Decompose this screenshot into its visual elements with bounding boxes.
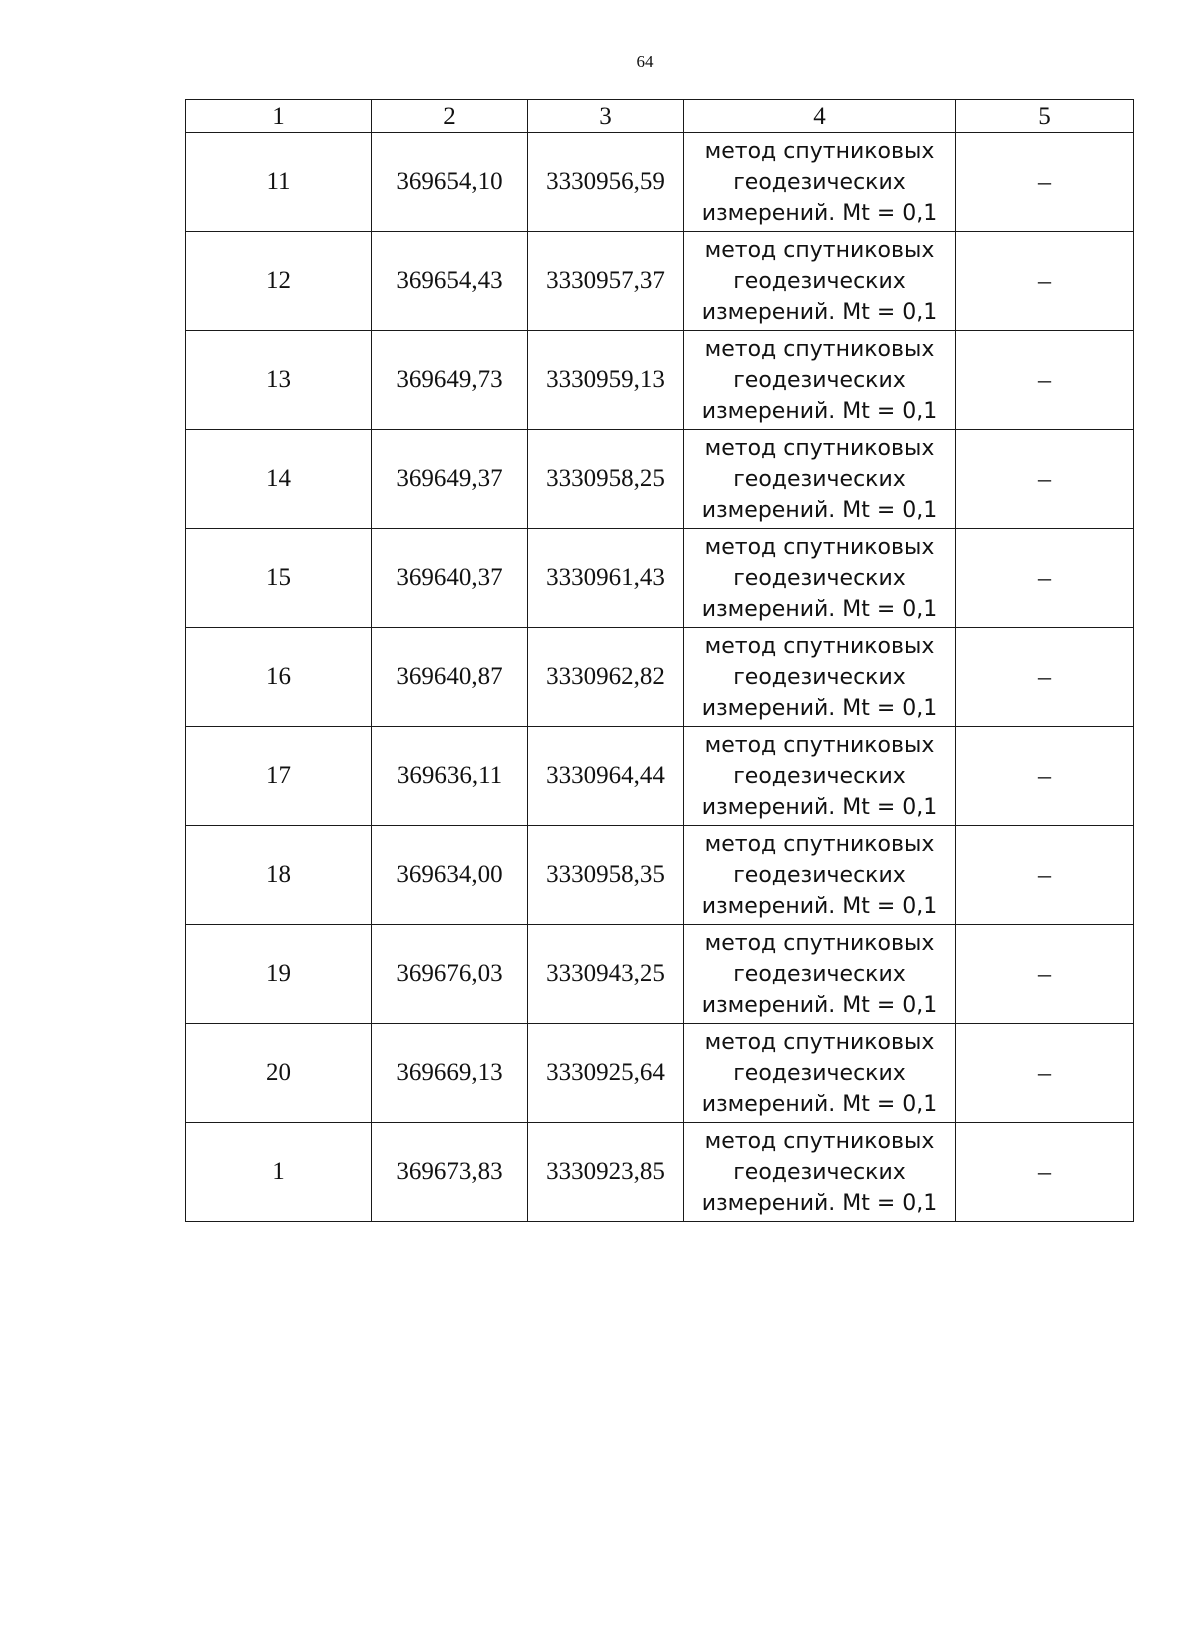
method-text-line: измерений. Mt = 0,1 [701, 1091, 938, 1117]
method-text-line: геодезических [733, 169, 906, 195]
note-dash-cell: – [956, 133, 1134, 232]
method-cell [684, 529, 956, 628]
method-cell [684, 1123, 956, 1222]
table-row [186, 727, 1134, 826]
x-coordinate-cell: 369654,43 [372, 232, 528, 331]
method-text-line: метод спутниковых [704, 732, 935, 758]
x-coordinate-cell: 369676,03 [372, 925, 528, 1024]
note-dash-cell: – [956, 232, 1134, 331]
y-coordinate-cell: 3330962,82 [528, 628, 684, 727]
coordinates-table [185, 99, 1134, 1222]
method-text-line: метод спутниковых [704, 1128, 935, 1154]
table-row [186, 331, 1134, 430]
header-col-1: 1 [186, 100, 372, 133]
y-coordinate-cell: 3330923,85 [528, 1123, 684, 1222]
x-coordinate-cell: 369640,87 [372, 628, 528, 727]
method-text-line: измерений. Mt = 0,1 [701, 299, 938, 325]
point-number-cell: 19 [186, 925, 372, 1024]
method-text-line: метод спутниковых [704, 336, 935, 362]
note-dash-cell: – [956, 331, 1134, 430]
y-coordinate-cell: 3330925,64 [528, 1024, 684, 1123]
x-coordinate-cell: 369640,37 [372, 529, 528, 628]
method-cell [684, 628, 956, 727]
method-text-line: геодезических [733, 1060, 906, 1086]
table-row [186, 925, 1134, 1024]
method-cell [684, 727, 956, 826]
point-number-cell: 18 [186, 826, 372, 925]
x-coordinate-cell: 369673,83 [372, 1123, 528, 1222]
table-row [186, 430, 1134, 529]
method-text-line: измерений. Mt = 0,1 [701, 200, 938, 226]
method-text-line: метод спутниковых [704, 930, 935, 956]
point-number-cell: 11 [186, 133, 372, 232]
table-row [186, 1024, 1134, 1123]
note-dash-cell: – [956, 925, 1134, 1024]
method-text-line: метод спутниковых [704, 1029, 935, 1055]
y-coordinate-cell: 3330943,25 [528, 925, 684, 1024]
table-header [186, 100, 1134, 133]
point-number-cell: 16 [186, 628, 372, 727]
method-text-line: измерений. Mt = 0,1 [701, 992, 938, 1018]
note-dash-cell: – [956, 628, 1134, 727]
y-coordinate-cell: 3330958,35 [528, 826, 684, 925]
table-row [186, 529, 1134, 628]
x-coordinate-cell: 369654,10 [372, 133, 528, 232]
method-text-line: геодезических [733, 664, 906, 690]
method-cell [684, 826, 956, 925]
method-text-line: измерений. Mt = 0,1 [701, 794, 938, 820]
method-text-line: измерений. Mt = 0,1 [701, 1190, 938, 1216]
point-number-cell: 12 [186, 232, 372, 331]
y-coordinate-cell: 3330956,59 [528, 133, 684, 232]
x-coordinate-cell: 369636,11 [372, 727, 528, 826]
table-row [186, 628, 1134, 727]
method-cell [684, 232, 956, 331]
method-text-line: геодезических [733, 961, 906, 987]
method-cell [684, 925, 956, 1024]
method-text-line: метод спутниковых [704, 435, 935, 461]
header-col-3: 3 [528, 100, 684, 133]
point-number-cell: 1 [186, 1123, 372, 1222]
header-col-2: 2 [372, 100, 528, 133]
x-coordinate-cell: 369669,13 [372, 1024, 528, 1123]
method-text-line: геодезических [733, 763, 906, 789]
method-text-line: измерений. Mt = 0,1 [701, 497, 938, 523]
method-text-line: измерений. Mt = 0,1 [701, 596, 938, 622]
method-text-line: геодезических [733, 565, 906, 591]
header-row [186, 100, 1134, 133]
note-dash-cell: – [956, 1024, 1134, 1123]
header-col-5: 5 [956, 100, 1134, 133]
y-coordinate-cell: 3330961,43 [528, 529, 684, 628]
method-text-line: метод спутниковых [704, 138, 935, 164]
y-coordinate-cell: 3330958,25 [528, 430, 684, 529]
point-number-cell: 20 [186, 1024, 372, 1123]
method-text-line: метод спутниковых [704, 534, 935, 560]
method-text-line: геодезических [733, 367, 906, 393]
method-cell [684, 331, 956, 430]
x-coordinate-cell: 369649,73 [372, 331, 528, 430]
table-row [186, 826, 1134, 925]
method-cell [684, 133, 956, 232]
point-number-cell: 13 [186, 331, 372, 430]
note-dash-cell: – [956, 727, 1134, 826]
method-cell [684, 1024, 956, 1123]
point-number-cell: 15 [186, 529, 372, 628]
y-coordinate-cell: 3330957,37 [528, 232, 684, 331]
y-coordinate-cell: 3330964,44 [528, 727, 684, 826]
point-number-cell: 14 [186, 430, 372, 529]
point-number-cell: 17 [186, 727, 372, 826]
method-text-line: геодезических [733, 862, 906, 888]
method-text-line: геодезических [733, 268, 906, 294]
method-text-line: метод спутниковых [704, 633, 935, 659]
method-cell [684, 430, 956, 529]
x-coordinate-cell: 369649,37 [372, 430, 528, 529]
note-dash-cell: – [956, 529, 1134, 628]
method-text-line: геодезических [733, 1159, 906, 1185]
method-text-line: геодезических [733, 466, 906, 492]
header-col-4: 4 [684, 100, 956, 133]
note-dash-cell: – [956, 826, 1134, 925]
table-row [186, 133, 1134, 232]
table-row [186, 1123, 1134, 1222]
table-body [186, 133, 1134, 1222]
table-row [186, 232, 1134, 331]
x-coordinate-cell: 369634,00 [372, 826, 528, 925]
method-text-line: метод спутниковых [704, 831, 935, 857]
method-text-line: измерений. Mt = 0,1 [701, 893, 938, 919]
note-dash-cell: – [956, 1123, 1134, 1222]
page-number: 64 [636, 52, 654, 71]
y-coordinate-cell: 3330959,13 [528, 331, 684, 430]
method-text-line: измерений. Mt = 0,1 [701, 398, 938, 424]
method-text-line: метод спутниковых [704, 237, 935, 263]
note-dash-cell: – [956, 430, 1134, 529]
method-text-line: измерений. Mt = 0,1 [701, 695, 938, 721]
